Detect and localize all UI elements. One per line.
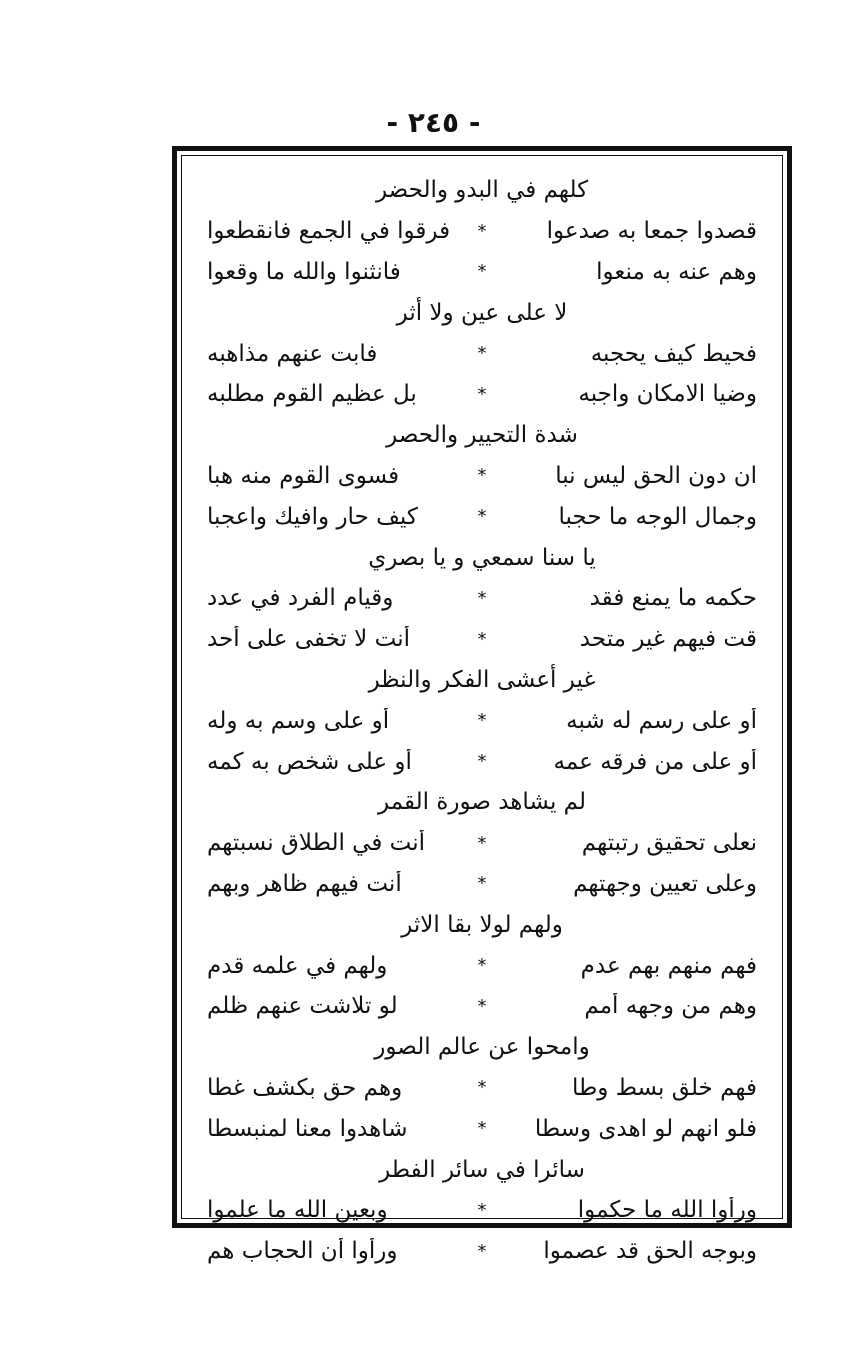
poem-verse-line (192, 1068, 772, 1109)
poem-refrain-line (192, 904, 772, 945)
poem-verse-line (192, 456, 772, 497)
refrain-text: سائرا في سائر الفطر (379, 1156, 585, 1183)
verse-separator-star: * (477, 751, 487, 773)
verse-second-hemistich: أنت فيهم ظاهر وبهم (207, 870, 402, 897)
verse-second-hemistich: وقيام الفرد في عدد (207, 585, 394, 612)
verse-separator-star: * (477, 1077, 487, 1099)
verse-second-hemistich: شاهدوا معنا لمنبسطا (207, 1115, 408, 1142)
verse-first-hemistich: أو على من فرقه عمه (553, 748, 757, 775)
poem-refrain-line (192, 1149, 772, 1190)
verse-first-hemistich: قت فيهم غير متحد (579, 626, 757, 653)
verse-second-hemistich: ورأوا أن الحجاب هم (207, 1238, 398, 1265)
verse-second-hemistich: كيف حار وافيك واعجبا (207, 503, 418, 530)
verse-second-hemistich: فرقوا في الجمع فانقطعوا (207, 218, 451, 245)
poem-refrain-line (192, 537, 772, 578)
poem-verse-line (192, 1190, 772, 1231)
verse-first-hemistich: ورأوا الله ما حكموا (577, 1197, 757, 1224)
verse-second-hemistich: أو على وسم به وله (207, 707, 390, 734)
verse-separator-star: * (477, 873, 487, 895)
verse-first-hemistich: وضيا الامكان واجبه (578, 381, 757, 408)
verse-separator-star: * (477, 220, 487, 242)
poem-verse-line (192, 496, 772, 537)
verse-first-hemistich: فهم منهم بهم عدم (580, 952, 757, 979)
poem-refrain-line (192, 1027, 772, 1068)
verse-second-hemistich: بل عظيم القوم مطلبه (207, 381, 417, 408)
refrain-text: وامحوا عن عالم الصور (374, 1034, 590, 1061)
poem-refrain-line (192, 292, 772, 333)
poem-refrain-line (192, 782, 772, 823)
refrain-text: كلهم في البدو والحضر (375, 177, 589, 204)
poem-verse-line (192, 945, 772, 986)
verse-second-hemistich: أنت في الطلاق نسبتهم (207, 830, 426, 857)
verse-second-hemistich: فانثنوا والله ما وقعوا (207, 258, 401, 285)
poem-verse-line (192, 1108, 772, 1149)
verse-first-hemistich: فهم خلق بسط وطا (571, 1074, 757, 1101)
verse-separator-star: * (477, 343, 487, 365)
verse-second-hemistich: وهم حق بكشف غطا (207, 1074, 403, 1101)
verse-separator-star: * (477, 710, 487, 732)
refrain-text: يا سنا سمعي و يا بصري (368, 544, 596, 571)
verse-first-hemistich: وبوجه الحق قد عصموا (543, 1238, 757, 1265)
page-border-inner-rule (181, 155, 783, 1265)
verse-first-hemistich: فلو انهم لو اهدى وسطا (534, 1115, 757, 1142)
poem-verse-line (192, 823, 772, 864)
verse-separator-star: * (477, 261, 487, 283)
poem-refrain-line (192, 660, 772, 701)
poem-verse-line (192, 374, 772, 415)
verse-separator-star: * (477, 1199, 487, 1221)
refrain-text: غير أعشى الفكر والنظر (368, 666, 596, 693)
verse-separator-star: * (477, 995, 487, 1017)
page-number: - ٢٤٥ - (386, 106, 481, 139)
verse-first-hemistich: وهم من وجهه أمم (584, 993, 757, 1020)
verse-first-hemistich: وجمال الوجه ما حجبا (558, 503, 757, 530)
verse-separator-star: * (477, 628, 487, 650)
verse-first-hemistich: ان دون الحق ليس نبا (555, 462, 757, 489)
verse-first-hemistich: أو على رسم له شبه (566, 707, 757, 734)
poem-refrain-line (192, 415, 772, 456)
verse-first-hemistich: حكمه ما يمنع فقد (589, 585, 757, 612)
page-border-frame (172, 146, 792, 1265)
verse-separator-star: * (477, 1118, 487, 1140)
verse-second-hemistich: أو على شخص به كمه (207, 748, 412, 775)
verse-separator-star: * (477, 465, 487, 487)
poem-verse-line (192, 864, 772, 905)
verse-first-hemistich: نعلى تحقيق رتبتهم (581, 830, 757, 857)
verse-second-hemistich: وبعين الله ما علموا (207, 1197, 388, 1224)
poem-verse-line (192, 578, 772, 619)
poem-verse-line (192, 619, 772, 660)
refrain-text: لم يشاهد صورة القمر (378, 789, 586, 816)
verse-second-hemistich: لو تلاشت عنهم ظلم (207, 993, 398, 1020)
verse-separator-star: * (477, 383, 487, 405)
verse-second-hemistich: فسوى القوم منه هبا (207, 462, 400, 489)
poem-verse-line (192, 211, 772, 252)
poem-verse-line (192, 252, 772, 293)
poem-verse-line (192, 986, 772, 1027)
verse-separator-star: * (477, 506, 487, 528)
verse-separator-star: * (477, 1240, 487, 1262)
verse-first-hemistich: فحيط كيف يحجبه (590, 340, 757, 367)
verse-first-hemistich: وهم عنه به منعوا (596, 258, 757, 285)
verse-second-hemistich: فابت عنهم مذاهبه (207, 340, 378, 367)
poem-body (192, 170, 772, 1272)
poem-verse-line (192, 333, 772, 374)
poem-refrain-line (192, 170, 772, 211)
poem-verse-line (192, 1231, 772, 1272)
verse-second-hemistich: ولهم في علمه قدم (207, 952, 388, 979)
refrain-text: ولهم لولا بقا الاثر (401, 911, 563, 938)
verse-first-hemistich: قصدوا جمعا به صدعوا (546, 218, 757, 245)
refrain-text: شدة التحيير والحصر (386, 422, 578, 449)
verse-separator-star: * (477, 587, 487, 609)
refrain-text: لا على عين ولا أثر (396, 299, 568, 326)
verse-separator-star: * (477, 832, 487, 854)
verse-separator-star: * (477, 955, 487, 977)
verse-second-hemistich: أنت لا تخفى على أحد (207, 626, 410, 653)
verse-first-hemistich: وعلى تعيين وجهتهم (573, 870, 757, 897)
poem-verse-line (192, 700, 772, 741)
poem-verse-line (192, 741, 772, 782)
